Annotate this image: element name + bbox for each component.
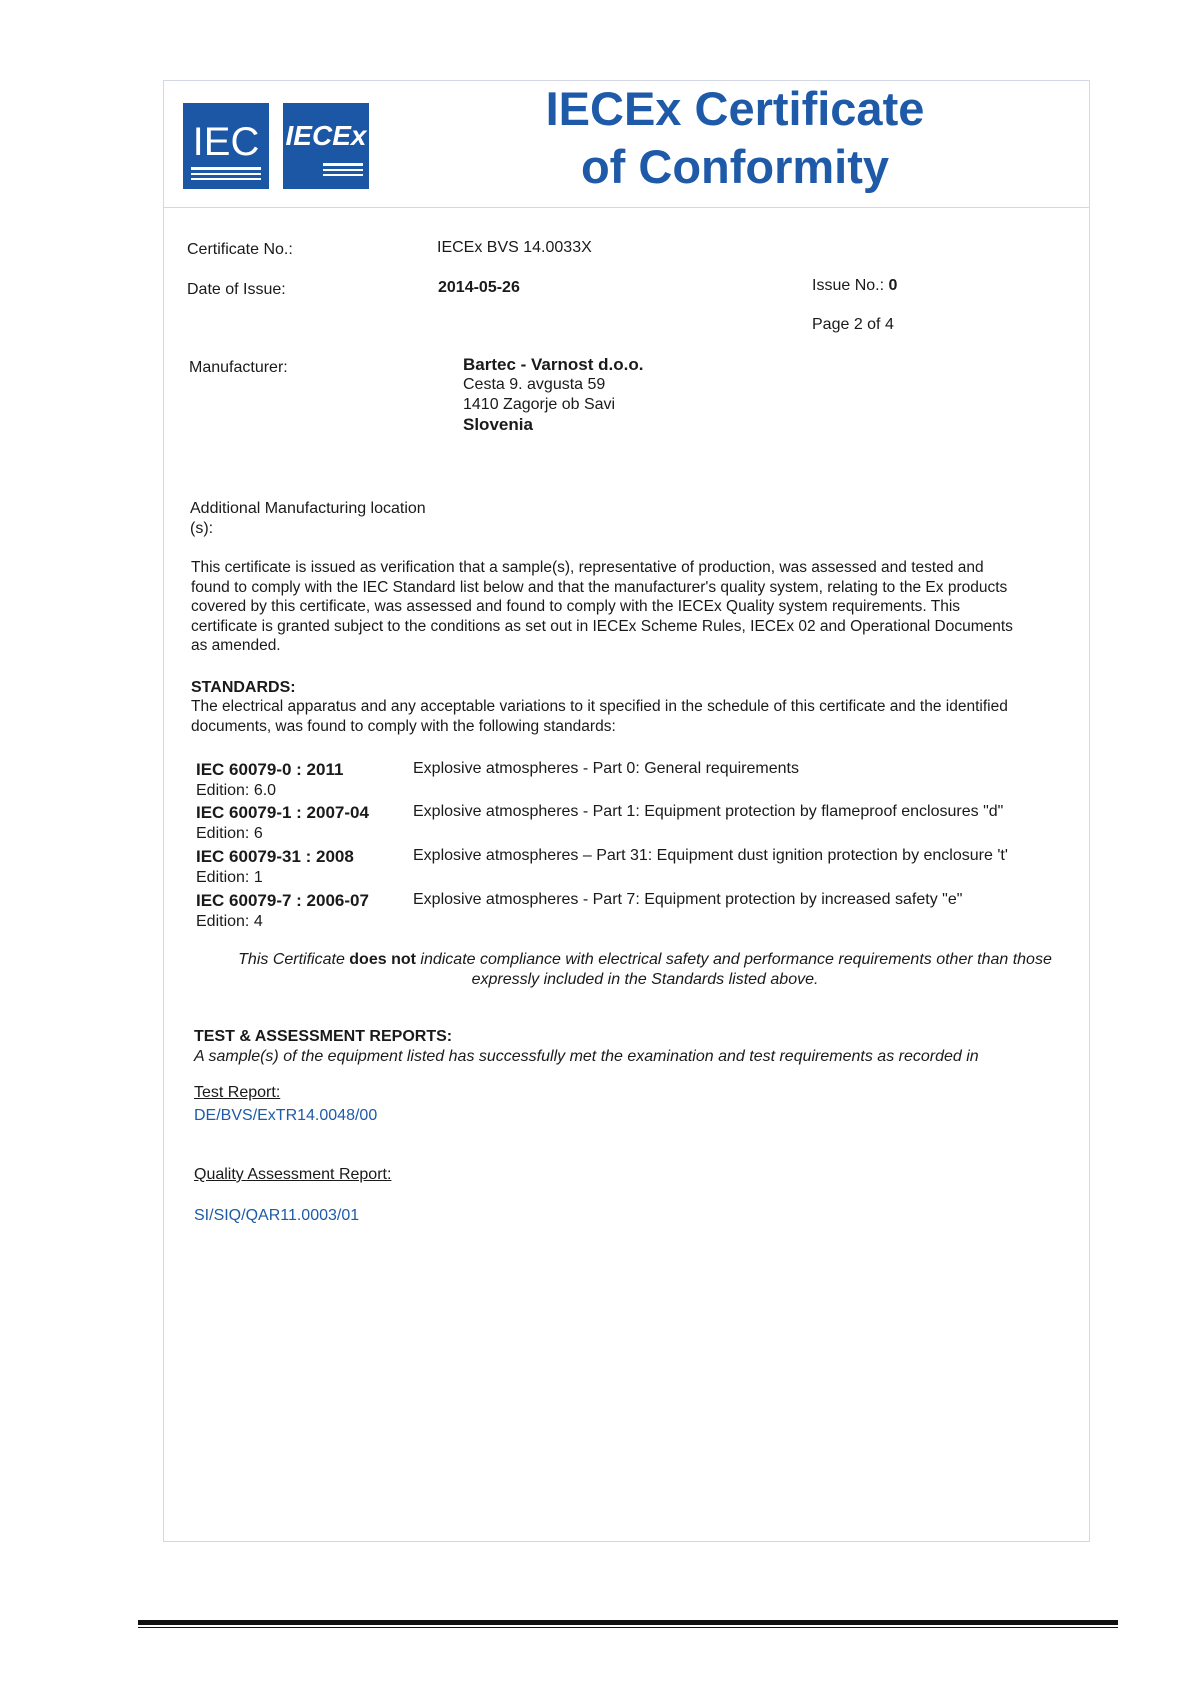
- quality-report-label: Quality Assessment Report:: [194, 1166, 392, 1183]
- additional-location-line-1: Additional Manufacturing location: [190, 500, 426, 517]
- iecex-logo-text: IECEx: [285, 120, 367, 151]
- manufacturer-address: [463, 355, 643, 435]
- standard-description: Explosive atmospheres - Part 0: General requirements: [413, 760, 799, 777]
- reports-heading: TEST & ASSESSMENT REPORTS:: [194, 1028, 453, 1045]
- title-line-1: IECEx Certificate: [545, 82, 925, 135]
- standard-edition: Edition: 6.0: [196, 782, 277, 799]
- standards-heading: STANDARDS:: [191, 679, 296, 696]
- statement-line: as amended.: [191, 637, 281, 654]
- disclaimer-line-2: expressly included in the Standards listed above.: [471, 971, 819, 988]
- issue-no-label: Issue No.:: [812, 277, 889, 294]
- additional-location-label: [190, 499, 426, 539]
- standard-description: Explosive atmospheres - Part 7: Equipment protection by increased safety "e": [413, 891, 963, 908]
- page-title: [520, 80, 950, 196]
- statement-line: This certificate is issued as verification that a sample(s), representative of production, was assessed and tested and: [191, 559, 984, 576]
- standard-edition: Edition: 4: [196, 913, 263, 930]
- disclaimer-pre: This Certificate: [238, 951, 350, 968]
- standard-code: IEC 60079-0 : 2011: [196, 760, 344, 779]
- standards-intro-line: The electrical apparatus and any acceptable variations to it specified in the schedule of this certificate and the identified: [191, 698, 1008, 715]
- manufacturer-street: Cesta 9. avgusta 59: [463, 376, 606, 393]
- date-label: Date of Issue:: [187, 281, 286, 298]
- statement-line: found to comply with the IEC Standard list below and that the manufacturer's quality system, relating to the Ex products: [191, 578, 1008, 596]
- iec-logo: [183, 103, 269, 189]
- certificate-no-label: Certificate No.:: [187, 241, 293, 258]
- title-line-2: of Conformity: [580, 140, 890, 193]
- test-report-label: Test Report:: [194, 1084, 281, 1101]
- manufacturer-label: Manufacturer:: [189, 359, 288, 376]
- certificate-statement: [191, 558, 1091, 656]
- standard-edition: Edition: 1: [196, 869, 263, 886]
- manufacturer-city: 1410 Zagorje ob Savi: [463, 396, 616, 413]
- test-report-link[interactable]: DE/BVS/ExTR14.0048/00: [194, 1107, 378, 1124]
- additional-location-line-2: (s):: [190, 520, 214, 537]
- standard-edition: Edition: 6: [196, 825, 263, 842]
- issue-no-value: 0: [888, 277, 898, 294]
- standard-description: Explosive atmospheres – Part 31: Equipment dust ignition protection by enclosure 't': [413, 847, 1008, 864]
- standard-code: IEC 60079-31 : 2008: [196, 847, 354, 866]
- footer-rule-thin: [138, 1627, 1118, 1628]
- disclaimer-post: indicate compliance with electrical safety and performance requirements other than those: [415, 951, 1052, 968]
- reports-intro: A sample(s) of the equipment listed has successfully met the examination and test requirements as recorded in: [194, 1048, 979, 1065]
- date-value: 2014-05-26: [438, 279, 520, 296]
- statement-line: certificate is granted subject to the conditions as set out in IECEx Scheme Rules, IECEx 02 and Operational Documents: [191, 617, 1013, 635]
- standard-code: IEC 60079-7 : 2006-07: [196, 891, 369, 910]
- disclaimer: [205, 950, 1085, 990]
- issue-no: [812, 277, 897, 295]
- page-number: Page 2 of 4: [812, 316, 894, 333]
- statement-line: covered by this certificate, was assessed and found to comply with the IECEx Quality system requirements. This: [191, 598, 961, 615]
- certificate-no-value: IECEx BVS 14.0033X: [437, 239, 592, 256]
- quality-report-link[interactable]: SI/SIQ/QAR11.0003/01: [194, 1207, 360, 1224]
- iec-logo-text: IEC: [192, 120, 260, 164]
- iec-logo-graphic: [183, 103, 269, 189]
- iecex-logo: [283, 103, 369, 189]
- footer-rule: [138, 1620, 1118, 1625]
- standard-code: IEC 60079-1 : 2007-04: [196, 803, 369, 822]
- header-divider: [163, 207, 1089, 208]
- standard-description: Explosive atmospheres - Part 1: Equipment protection by flameproof enclosures "d": [413, 803, 1004, 820]
- iecex-logo-graphic: [283, 103, 369, 189]
- disclaimer-bold: does not: [349, 951, 416, 968]
- standards-intro-line: documents, was found to comply with the following standards:: [191, 717, 616, 735]
- manufacturer-country: Slovenia: [463, 415, 533, 434]
- manufacturer-name: Bartec - Varnost d.o.o.: [463, 355, 644, 374]
- disclaimer-line-1: [205, 950, 1085, 970]
- standards-intro: [191, 697, 1091, 736]
